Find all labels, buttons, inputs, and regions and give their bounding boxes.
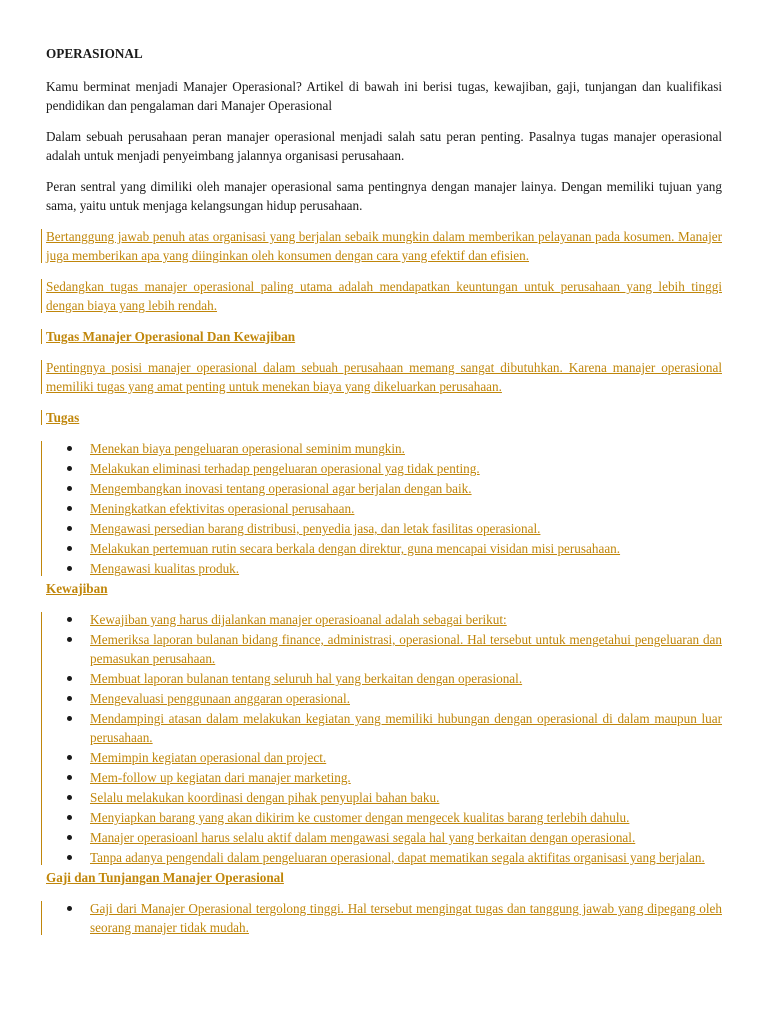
list-item	[90, 610, 722, 629]
kewajiban-item-link[interactable]: Membuat laporan bulanan tentang seluruh hal yang berkaitan dengan operasional.	[90, 671, 523, 686]
list-item	[90, 768, 722, 787]
tugas-item-link[interactable]: Mengawasi kualitas produk.	[90, 561, 240, 576]
list-item	[90, 709, 722, 747]
list-item	[90, 828, 722, 847]
document-title: OPERASIONAL	[46, 46, 143, 61]
responsibility-link[interactable]: Bertanggung jawab penuh atas organisasi yang berjalan sebaik mungkin dalam memberikan pelayanan pada kosumen. Manajer juga memberikan apa yang diinginkan oleh konsumen dengan cara yang efektif dan efisien.	[46, 229, 722, 263]
list-item	[90, 459, 722, 478]
list-item	[90, 788, 722, 807]
kewajiban-item-link[interactable]: Selalu melakukan koordinasi dengan pihak penyuplai bahan baku.	[90, 790, 440, 805]
tugas-item-link[interactable]: Melakukan pertemuan rutin secara berkala dengan direktur, guna mencapai visidan misi perusahaan.	[90, 541, 621, 556]
tugas-heading	[46, 408, 722, 427]
tugas-item-link[interactable]: Menekan biaya pengeluaran operasional seminim mungkin.	[90, 441, 405, 456]
list-item	[90, 559, 722, 578]
gaji-heading	[46, 868, 722, 887]
section-heading-tugas-kewajiban	[46, 327, 722, 346]
list-item	[90, 519, 722, 538]
list-item	[90, 899, 722, 937]
tugas-heading-link[interactable]: Tugas	[46, 410, 80, 425]
section-paragraph-tugas-kewajiban	[46, 358, 722, 396]
list-item	[90, 539, 722, 558]
gaji-list	[46, 899, 722, 937]
kewajiban-item-link[interactable]: Menyiapkan barang yang akan dikirim ke customer dengan mengecek kualitas barang terlebih dahulu.	[90, 810, 630, 825]
list-item	[90, 689, 722, 708]
kewajiban-item-link[interactable]: Mengevaluasi penggunaan anggaran operasional.	[90, 691, 350, 706]
list-item	[90, 748, 722, 767]
kewajiban-list	[46, 610, 722, 867]
kewajiban-item-link[interactable]: Tanpa adanya pengendali dalam pengeluaran operasional, dapat mematikan segala aktifitas organisasi yang berjalan.	[90, 850, 705, 865]
list-item	[90, 499, 722, 518]
list-item	[90, 808, 722, 827]
tugas-item-link[interactable]: Melakukan eliminasi terhadap pengeluaran operasional yag tidak penting.	[90, 461, 480, 476]
list-item	[90, 439, 722, 458]
kewajiban-item-link[interactable]: Memimpin kegiatan operasional dan project.	[90, 750, 327, 765]
intro-paragraph-3: Peran sentral yang dimiliki oleh manajer operasional sama pentingnya dengan manajer lainya. Dengan memiliki tujuan yang sama, yaitu untuk menjaga kelangsungan hidup perusahaan.	[46, 179, 722, 213]
kewajiban-heading-link[interactable]: Kewajiban	[46, 581, 108, 596]
section-heading-tugas-kewajiban-link[interactable]: Tugas Manajer Operasional Dan Kewajiban	[46, 329, 296, 344]
profit-link[interactable]: Sedangkan tugas manajer operasional paling utama adalah mendapatkan keuntungan untuk perusahaan yang lebih tinggi dengan biaya yang lebih rendah.	[46, 279, 722, 313]
tugas-item-link[interactable]: Meningkatkan efektivitas operasional perusahaan.	[90, 501, 355, 516]
gaji-item-link[interactable]: Gaji dari Manajer Operasional tergolong tinggi. Hal tersebut mengingat tugas dan tanggung jawab yang dipegang oleh seorang manajer tidak mudah.	[90, 901, 722, 935]
linked-paragraph-2	[46, 277, 722, 315]
intro-paragraph-2: Dalam sebuah perusahaan peran manajer operasional menjadi salah satu peran penting. Pasalnya tugas manajer operasional adalah untuk menjadi penyeimbang jalannya organisasi perusahaan.	[46, 129, 722, 163]
kewajiban-item-link[interactable]: Manajer operasioanl harus selalu aktif dalam mengawasi segala hal yang berkaitan dengan operasional.	[90, 830, 636, 845]
kewajiban-item-link[interactable]: Kewajiban yang harus dijalankan manajer operasioanal adalah sebagai berikut:	[90, 612, 507, 627]
kewajiban-heading	[46, 579, 722, 598]
list-item	[90, 669, 722, 688]
tugas-list	[46, 439, 722, 578]
linked-paragraph-1	[46, 227, 722, 265]
list-item	[90, 848, 722, 867]
kewajiban-item-link[interactable]: Mem-follow up kegiatan dari manajer marketing.	[90, 770, 351, 785]
tugas-item-link[interactable]: Mengembangkan inovasi tentang operasional agar berjalan dengan baik.	[90, 481, 472, 496]
intro-paragraph-1: Kamu berminat menjadi Manajer Operasional? Artikel di bawah ini berisi tugas, kewajiban, gaji, tunjangan dan kualifikasi pendidikan dan pengalaman dari Manajer Operasional	[46, 79, 722, 113]
kewajiban-item-link[interactable]: Mendampingi atasan dalam melakukan kegiatan yang memiliki hubungan dengan operasional di dalam maupun luar perusahaan.	[90, 711, 722, 745]
tugas-item-link[interactable]: Mengawasi persedian barang distribusi, penyedia jasa, dan letak fasilitas operasional.	[90, 521, 541, 536]
section-paragraph-link[interactable]: Pentingnya posisi manajer operasional dalam sebuah perusahaan memang sangat dibutuhkan. Karena manajer operasional memiliki tugas yang amat penting untuk menekan biaya yang dikeluarkan perusahaan.	[46, 360, 722, 394]
list-item	[90, 479, 722, 498]
kewajiban-item-link[interactable]: Memeriksa laporan bulanan bidang finance, administrasi, operasional. Hal tersebut untuk mengetahui pengeluaran dan pemasukan perusahaan.	[90, 632, 722, 666]
gaji-heading-link[interactable]: Gaji dan Tunjangan Manajer Operasional	[46, 870, 284, 885]
list-item	[90, 630, 722, 668]
